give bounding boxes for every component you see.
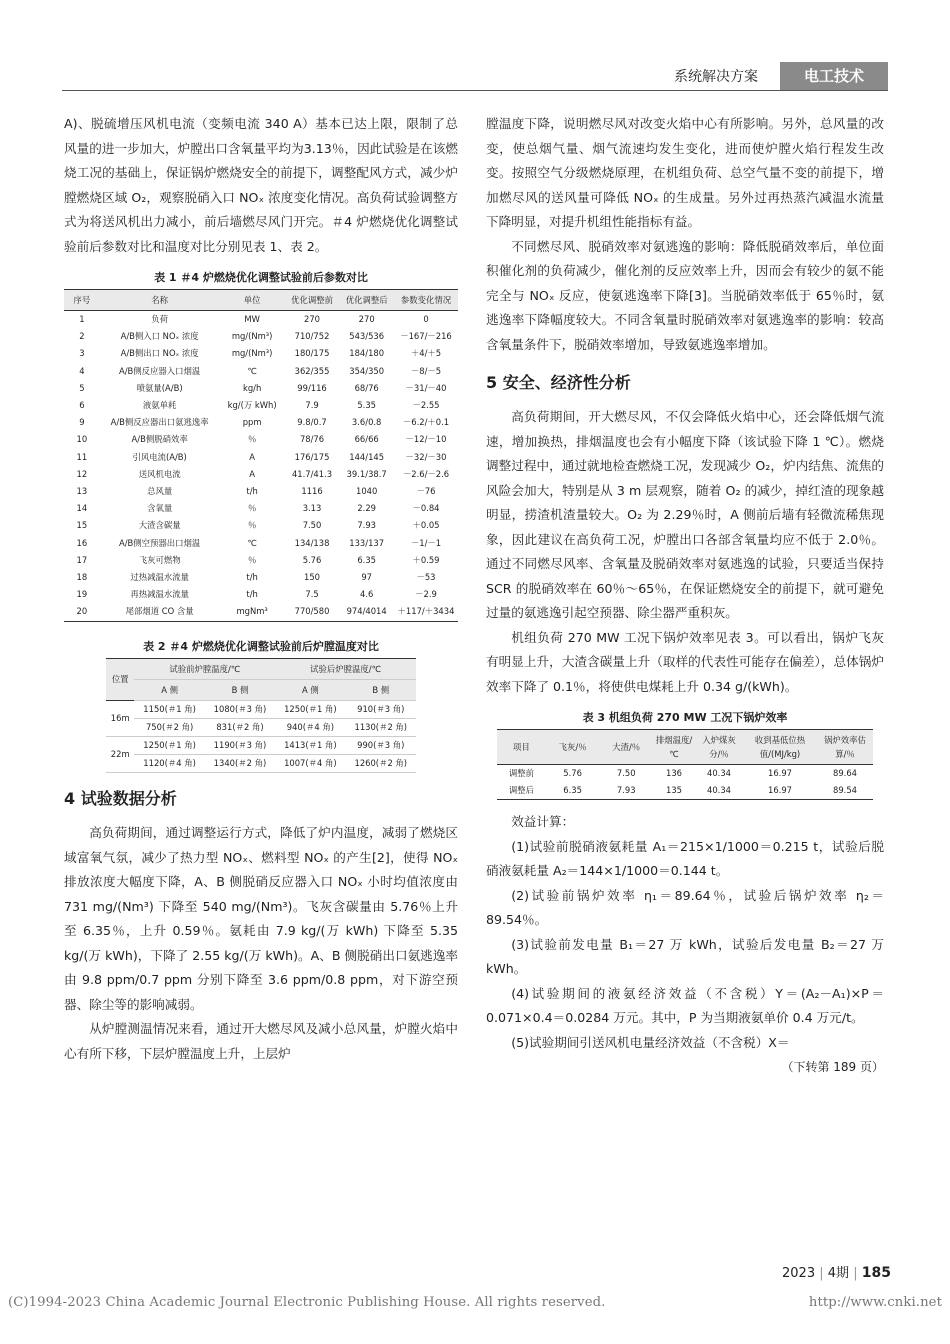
table-cell: 1340(＃2 角) <box>205 755 275 773</box>
t2-header-b-after: B 侧 <box>346 679 416 700</box>
table-cell: mg/(Nm³) <box>231 331 273 342</box>
table-cell: 13 <box>76 486 88 497</box>
t1-header-change: 参数变化情况 <box>400 295 452 305</box>
section-4-title: 4 试验数据分析 <box>64 789 177 809</box>
calc-item-3: (3)试验前发电量 B₁＝27 万 kWh，试验后发电量 B₂＝27 万 kWh。 <box>486 936 884 977</box>
table-cell: 1 <box>79 314 85 324</box>
table-cell: 负荷 <box>151 314 169 324</box>
table-1-grid <box>64 289 458 622</box>
continued-note: （下转第 189 页） <box>781 1060 884 1075</box>
table-cell: －53 <box>416 572 436 583</box>
table-cell: 6 <box>79 400 85 411</box>
table-row <box>106 718 416 736</box>
table-cell: 5.76 <box>563 768 582 778</box>
table-cell: －1/－1 <box>410 537 442 548</box>
table-cell: 4.6 <box>360 589 374 600</box>
table-cell: 1190(＃3 角) <box>205 737 275 755</box>
table-row <box>64 345 458 362</box>
table-row <box>64 535 458 552</box>
table-cell: 5 <box>79 382 85 393</box>
table-cell: －2.9 <box>415 589 437 600</box>
t2-header-a-before: A 侧 <box>134 679 204 700</box>
table-row <box>106 737 416 755</box>
table-cell: 78/76 <box>299 434 325 445</box>
table-cell: 5.35 <box>357 400 376 411</box>
table-row <box>64 586 458 603</box>
table-cell: ％ <box>247 554 257 565</box>
table-cell: 97 <box>361 572 372 583</box>
calc-item-1: (1)试验前脱硝液氨耗量 A₁＝215×1/1000＝0.215 t，试验后脱硝液氨耗量 A₂＝144×1/1000＝0.144 t。 <box>486 838 884 879</box>
right-paragraph-3: 高负荷期间，开大燃尽风，不仅会降低火焰中心，还会降低烟气流速，增加换热，排烟温度也会有小幅度下降（该试验下降 1 ℃）。燃烧调整过程中，通过就地检查燃烧工况，发现减少 O₂，炉内结焦、流焦的风险会加大，特别是从 3 m 层观察，随着 O₂ 的减少，掉红渣的现象越明显，捞渣机渣量较大。O₂ 为 2.29％时，A 侧前后墙有轻微流稀焦现象，因此建议在高负荷工况，炉膛出口各部含氧量均应不低于 2.0％。通过不同燃尽风率、含氧量及脱硝效率对氨逃逸的试验，只要适当保持 SCR 的脱硝效率在 60％～65％，在保证燃烧安全的前提下，就可避免过量的氨逃逸引起空预器、除尘器严重积灰。 <box>486 409 884 620</box>
calc-item-2: (2)试验前锅炉效率 η₁＝89.64％，试验后锅炉效率 η₂＝89.54％。 <box>486 887 884 928</box>
table-cell: 5.76 <box>302 554 322 565</box>
table-cell: 543/536 <box>349 331 385 342</box>
table-cell: 144/145 <box>349 451 385 462</box>
table-cell: 7.50 <box>616 768 636 778</box>
t2-header-after: 试验后炉膛温度/℃ <box>275 658 416 679</box>
table-cell: ％ <box>247 503 257 514</box>
table-cell: 7.50 <box>302 520 322 531</box>
t2-position-16m: 16m <box>106 700 134 736</box>
table-row <box>64 517 458 534</box>
table-cell: －8/－5 <box>410 365 442 376</box>
left-column <box>64 112 458 1066</box>
table-cell: 送风机电流 <box>138 468 181 479</box>
table-cell: A/B侧空预器出口烟温 <box>118 537 201 548</box>
table-3-caption: 表 3 机组负荷 270 MW 工况下锅炉效率 <box>582 711 788 724</box>
table-row <box>64 311 458 329</box>
t3-header-heat-value: 收到基低位热值/(MJ/kg) <box>754 735 806 759</box>
table-cell: 调整后 <box>508 785 534 796</box>
right-paragraph-1: 膛温度下降，说明燃尽风对改变火焰中心有所影响。另外，总风量的改变，使总烟气量、烟气流速均发生变化，进而使炉膛火焰行程发生改变。按照空气分级燃烧原理，在机组负荷、总空气量不变的前提下，增加燃尽风的送风量可降低 NOₓ 的生成量。另外过再热蒸汽减温水流量下降明显，对提升机组性能指标有益。 <box>486 116 884 229</box>
table-cell: mgNm³ <box>236 606 268 617</box>
table-cell: ％ <box>247 520 257 531</box>
table-cell: －0.84 <box>412 503 440 514</box>
table-cell: 41.7/41.3 <box>291 468 333 479</box>
table-cell: 10 <box>76 434 88 445</box>
table-cell: 3.6/0.8 <box>351 417 382 428</box>
table-cell: 18 <box>76 572 88 583</box>
footer-issue: 4期 <box>827 1266 850 1281</box>
t1-header-before: 优化调整前 <box>291 295 333 305</box>
table-cell: 1413(＃1 角) <box>275 737 345 755</box>
table-cell: 0 <box>423 314 429 324</box>
table-cell: 176/175 <box>294 451 330 462</box>
table-cell: 990(＃3 角) <box>346 737 416 755</box>
table-cell: 飞灰可燃物 <box>138 554 181 565</box>
table-cell: 40.34 <box>707 768 731 778</box>
table-cell: 134/138 <box>294 537 330 548</box>
page-footer: 2023 | 4期 | 185 <box>782 1265 891 1281</box>
header-rule <box>62 90 888 91</box>
t3-header-slag: 大渣/％ <box>612 742 641 752</box>
table-cell: －31/－40 <box>405 382 447 393</box>
table-row <box>64 603 458 621</box>
table-cell: 40.34 <box>707 785 731 796</box>
table-3-grid <box>497 729 873 800</box>
table-cell: 1116 <box>301 486 323 497</box>
t2-header-b-before: B 侧 <box>205 679 275 700</box>
table-cell: 2 <box>79 331 85 342</box>
table-cell: 液氨单耗 <box>142 400 177 411</box>
table-cell: 16 <box>76 537 88 548</box>
table-cell: 总风量 <box>147 486 173 497</box>
table-cell: kg/(万 kWh) <box>227 400 277 411</box>
table-cell: 1120(＃4 角) <box>134 755 204 773</box>
table-row <box>64 466 458 483</box>
table-row <box>64 363 458 380</box>
table-cell: 调整前 <box>508 768 534 778</box>
calc-item-5: (5)试验期间引送风机电量经济效益（不含税）X＝ <box>511 1034 790 1050</box>
table-row <box>64 397 458 414</box>
table-row <box>497 782 873 800</box>
table-cell: 1260(＃2 角) <box>346 755 416 773</box>
table-cell: A/B侧脱硝效率 <box>131 434 188 445</box>
table-cell: 3.13 <box>302 503 322 514</box>
table-cell: ％ <box>247 434 257 445</box>
cnki-link[interactable]: http://www.cnki.net <box>808 1295 942 1310</box>
header-section-label: 系统解决方案 <box>674 69 758 85</box>
table-cell: MW <box>244 314 260 324</box>
header-journal-tab: 电工技术 <box>780 62 888 90</box>
table-cell: 1250(＃1 角) <box>134 737 204 755</box>
t3-header-item: 项目 <box>513 742 530 752</box>
table-cell: 再热减温水流量 <box>130 589 189 600</box>
table-cell: 66/66 <box>354 434 379 445</box>
table-cell: 19 <box>76 589 88 600</box>
calc-title: 效益计算： <box>511 814 575 830</box>
table-cell: 14 <box>76 503 88 514</box>
table-cell: ℃ <box>247 537 257 548</box>
table-cell: 16.97 <box>768 768 792 778</box>
table-3 <box>486 707 884 800</box>
t3-header-coal-ash: 入炉煤灰分/％ <box>702 735 736 759</box>
table-cell: ＋0.59 <box>412 554 440 565</box>
table-cell: 15 <box>76 520 88 531</box>
table-cell: －6.2/＋0.1 <box>402 417 450 428</box>
table-cell: 7.9 <box>305 400 319 411</box>
table-2-caption: 表 2 ＃4 炉燃烧优化调整试验前后炉膛温度对比 <box>143 639 379 653</box>
footer-year: 2023 <box>782 1266 816 1281</box>
left-paragraph-1: A)、脱硫增压风机电流（变频电流 340 A）基本已达上限，限制了总风量的进一步加大，炉膛出口含氧量平均为3.13％，因此试验是在该燃烧工况的基础上，保证锅炉燃烧安全的前提下，调整配风方式，减少炉膛燃烧区域 O₂，观察脱硝入口 NOₓ 浓度变化情况。高负荷试验调整方式为将送风机出力减小，前后墙燃尽风门开完。＃4 炉燃烧优化调整试验前后参数对比和温度对比分别见表 1、表 2。 <box>64 116 458 254</box>
table-cell: 831(＃2 角) <box>205 718 275 736</box>
table-cell: 354/350 <box>349 365 385 376</box>
table-cell: 184/180 <box>349 348 385 359</box>
table-cell: 136 <box>666 768 682 778</box>
table-cell: 940(＃4 角) <box>275 718 345 736</box>
table-cell: 180/175 <box>294 348 330 359</box>
table-cell: 910(＃3 角) <box>346 700 416 718</box>
table-cell: A/B侧反应器出口氨逃逸率 <box>110 417 209 428</box>
right-paragraph-2: 不同燃尽风、脱硝效率对氨逃逸的影响：降低脱硝效率后，单位面积催化剂的负荷减少，催化剂的反应效率上升，因而会有较少的氨不能完全与 NOₓ 反应，使氨逃逸率下降[3]。当脱硝效率低于 65％时，氨逃逸率下降幅度较大。不同含氧量时脱硝效率对氨逃逸率的影响：较高含氧量条件下，脱硝效率增加，导致氨逃逸率增加。 <box>486 238 884 352</box>
table-cell: 99/116 <box>297 382 327 393</box>
table-cell: －167/－216 <box>400 331 452 342</box>
right-paragraph-4: 机组负荷 270 MW 工况下锅炉效率见表 3。可以看出，锅炉飞灰有明显上升，大渣含碳量上升（取样的代表性可能存在偏差），总体锅炉效率下降了 0.1％，将使供电煤耗上升 0.34 g/(kWh)。 <box>486 629 884 694</box>
table-cell: 3 <box>79 348 85 359</box>
table-1 <box>64 267 458 622</box>
table-3-body <box>497 765 873 800</box>
copyright-bar <box>8 1295 942 1310</box>
table-cell: t/h <box>246 589 258 600</box>
table-cell: t/h <box>246 572 258 583</box>
table-cell: kg/h <box>242 382 262 393</box>
table-cell: 2.29 <box>357 503 376 514</box>
t3-header-flyash: 飞灰/％ <box>558 742 587 752</box>
table-cell: 1250(＃1 角) <box>275 700 345 718</box>
table-cell: 喷氨量(A/B) <box>136 382 183 393</box>
table-cell: 20 <box>76 606 88 617</box>
t1-header-name: 名称 <box>151 295 169 305</box>
t1-header-index: 序号 <box>73 295 91 305</box>
t3-header-efficiency: 锅炉效率估算/％ <box>824 735 866 759</box>
table-cell: 135 <box>666 785 682 796</box>
table-cell: －2.6/－2.6 <box>402 468 450 479</box>
table-cell: 7.5 <box>305 589 319 600</box>
table-cell: 1007(＃4 角) <box>275 755 345 773</box>
table-row <box>497 765 873 783</box>
table-cell: 9 <box>79 417 85 428</box>
table-cell: 7.93 <box>357 520 376 531</box>
table-cell: 89.64 <box>833 768 857 778</box>
table-cell: ＋0.05 <box>412 520 440 531</box>
table-cell: 大渣含碳量 <box>138 520 181 531</box>
table-cell: 133/137 <box>349 537 385 548</box>
table-cell: 尾部烟道 CO 含量 <box>125 606 194 617</box>
table-row <box>64 483 458 500</box>
table-cell: 750(＃2 角) <box>134 718 204 736</box>
copyright-text: (C)1994-2023 China Academic Journal Electronic Publishing House. All rights reserved. <box>8 1295 606 1310</box>
footer-page-number: 185 <box>861 1265 891 1281</box>
section-5-title: 5 安全、经济性分析 <box>486 373 631 392</box>
table-cell: 150 <box>304 572 321 583</box>
table-row <box>64 380 458 397</box>
table-cell: 1130(＃2 角) <box>346 718 416 736</box>
table-cell: A <box>249 468 255 479</box>
t1-header-after: 优化调整后 <box>345 295 388 305</box>
table-cell: 6.35 <box>357 554 376 565</box>
table-cell: 4 <box>79 365 85 376</box>
t2-header-position: 位置 <box>111 674 129 685</box>
table-cell: A <box>249 451 255 462</box>
table-cell: 1150(＃1 角) <box>134 700 204 718</box>
right-column <box>486 112 884 1080</box>
table-1-body <box>64 311 458 622</box>
table-cell: t/h <box>246 486 258 497</box>
table-cell: 68/76 <box>354 382 379 393</box>
table-row <box>64 552 458 569</box>
table-cell: －2.55 <box>412 400 440 411</box>
table-row <box>106 700 416 718</box>
t2-header-before: 试验前炉膛温度/℃ <box>134 658 275 679</box>
table-cell: 1040 <box>356 486 378 497</box>
table-cell: A/B侧反应器入口烟温 <box>118 365 201 376</box>
left-paragraph-3: 从炉膛测温情况来看，通过开大燃尽风及减小总风量，炉膛火焰中心有所下移，下层炉膛温度上升，上层炉 <box>64 1021 458 1061</box>
table-row <box>64 569 458 586</box>
table-2 <box>64 636 458 774</box>
table-cell: 974/4014 <box>346 606 387 617</box>
table-cell: 270 <box>358 314 375 324</box>
table-cell: －32/－30 <box>405 451 447 462</box>
table-cell: 770/580 <box>294 606 330 617</box>
table-cell: 270 <box>304 314 321 324</box>
table-cell: mg/(Nm³) <box>231 348 273 359</box>
table-cell: 含氧量 <box>147 503 173 514</box>
table-cell: A/B侧出口 NOₓ 浓度 <box>120 348 199 359</box>
table-cell: 362/355 <box>294 365 330 376</box>
table-cell: 9.8/0.7 <box>297 417 327 428</box>
table-cell: 16.97 <box>768 785 792 796</box>
table-row <box>64 500 458 517</box>
table-row <box>106 755 416 773</box>
table-row <box>64 449 458 466</box>
table-cell: ＋4/＋5 <box>410 348 442 359</box>
t2-position-22m: 22m <box>106 737 134 773</box>
table-cell: 89.54 <box>833 785 857 796</box>
t3-header-exhaust-temp: 排烟温度/℃ <box>655 735 693 759</box>
table-cell: ＋117/＋3434 <box>397 606 455 617</box>
table-cell: A/B侧入口 NOₓ 浓度 <box>120 331 199 342</box>
table-cell: 过热减温水流量 <box>130 572 189 583</box>
calc-item-4: (4)试验期间的液氨经济效益（不含税）Y＝(A₂－A₁)×P＝0.071×0.4＝0.0284 万元。其中，P 为当期液氨单价 0.4 万元/t。 <box>486 985 884 1026</box>
table-cell: 6.35 <box>563 785 582 796</box>
table-cell: 39.1/38.7 <box>346 468 387 479</box>
t1-header-unit: 单位 <box>243 295 261 305</box>
table-cell: 1080(＃3 角) <box>205 700 275 718</box>
table-cell: ℃ <box>247 365 257 376</box>
t2-header-a-after: A 侧 <box>275 679 345 700</box>
table-cell: 12 <box>76 468 88 479</box>
left-paragraph-2: 高负荷期间，通过调整运行方式，降低了炉内温度，减弱了燃烧区域富氧气氛，减少了热力型 NOₓ、燃料型 NOₓ 的产生[2]，使得 NOₓ 排放浓度大幅度下降，A、B 侧脱硝反应器入口 NOₓ 小时均值浓度由 731 mg/(Nm³) 下降至 540 mg/(Nm³)。飞灰含碳量由 5.76％上升至 6.35％，上升 0.59％。氨耗由 7.9 kg/(万 kWh) 下降至 5.35 kg/(万 kWh)，下降了 2.55 kg/(万 kWh)。A、B 侧脱硝出口氨逃逸率由 9.8 ppm/0.7 ppm 分别下降至 3.6 ppm/0.8 ppm，对下游空预器、除尘等的影响减弱。 <box>64 825 458 1012</box>
table-row <box>64 414 458 431</box>
table-cell: －12/－10 <box>405 434 447 445</box>
table-cell: 引风电流(A/B) <box>132 451 187 462</box>
table-cell: 17 <box>76 554 88 565</box>
table-cell: 11 <box>76 451 88 462</box>
table-cell: ppm <box>242 417 262 428</box>
table-cell: 710/752 <box>294 331 330 342</box>
table-row <box>64 328 458 345</box>
table-2-grid <box>106 658 416 774</box>
table-cell: －76 <box>416 486 436 497</box>
table-cell: 7.93 <box>616 785 636 796</box>
table-row <box>64 431 458 448</box>
table-1-caption: 表 1 ＃4 炉燃烧优化调整试验前后参数对比 <box>154 271 368 284</box>
